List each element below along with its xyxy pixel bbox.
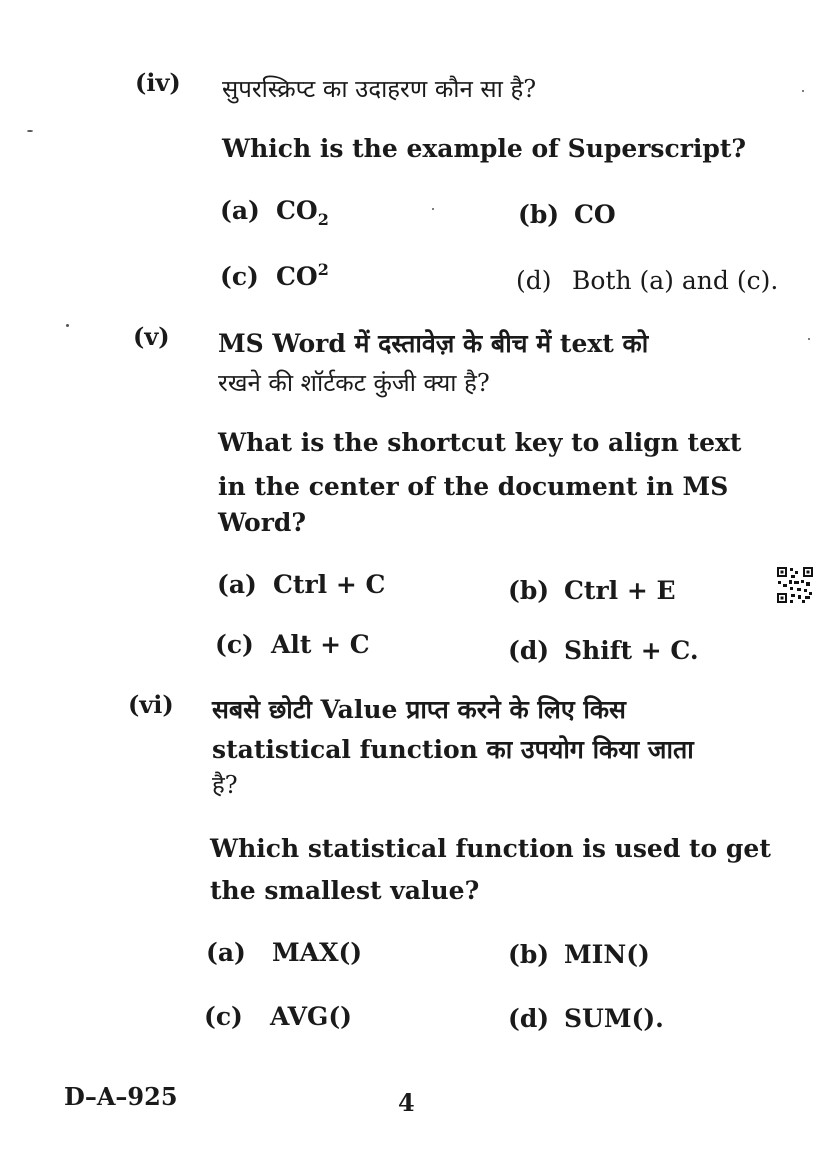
option-label: (a) <box>206 938 246 967</box>
question-vi-english-line1: Which statistical function is used to get <box>210 834 771 863</box>
question-iv-hindi: सुपरस्क्रिप्ट का उदाहरण कौन सा है? <box>222 75 537 103</box>
option-vi-c <box>204 1002 352 1031</box>
option-text: MIN() <box>564 940 650 969</box>
option-vi-b <box>508 940 650 969</box>
option-label: (b) <box>508 940 550 969</box>
question-v-english-line2: in the center of the document in MS <box>218 472 729 501</box>
option-text: Shift + C. <box>564 636 699 665</box>
option-label: (a) <box>220 196 260 225</box>
option-iv-d <box>516 266 778 295</box>
option-iv-b <box>518 200 616 229</box>
option-label: (b) <box>508 576 550 605</box>
question-v-english-line3: Word? <box>218 508 307 537</box>
option-label: (b) <box>518 200 560 229</box>
question-vi-hindi-line1: सबसे छोटी Value प्राप्त करने के लिए किस <box>212 695 626 724</box>
option-iv-c <box>220 260 329 291</box>
option-label: (a) <box>217 570 257 599</box>
question-v-hindi-line1: MS Word में दस्तावेज़ के बीच में text को <box>218 329 649 358</box>
question-v-hindi-line2: रखने की शॉर्टकट कुंजी क्या है? <box>218 369 490 397</box>
option-label: (c) <box>204 1002 243 1031</box>
subscript: 2 <box>317 210 329 229</box>
question-v-english-line1: What is the shortcut key to align text <box>218 428 742 457</box>
question-number-vi: (vi) <box>128 690 174 719</box>
option-label: (c) <box>220 262 259 291</box>
scan-speck <box>802 90 804 92</box>
option-v-d <box>508 636 699 665</box>
option-label: (c) <box>215 630 254 659</box>
page-number: 4 <box>398 1088 415 1117</box>
option-vi-d <box>508 1004 664 1033</box>
question-iv-english: Which is the example of Superscript? <box>222 134 747 163</box>
question-vi-english-line2: the smallest value? <box>210 876 480 905</box>
option-v-b <box>508 576 676 605</box>
option-label: (d) <box>516 266 552 295</box>
question-number-v: (v) <box>133 322 170 351</box>
option-text: AVG() <box>270 1002 352 1031</box>
question-number-iv: (iv) <box>135 68 181 97</box>
option-iv-a <box>220 196 329 229</box>
option-text: Both (a) and (c). <box>572 266 779 295</box>
option-v-c <box>215 630 370 659</box>
option-label: (d) <box>508 636 550 665</box>
scan-speck <box>27 130 33 132</box>
option-text: CO <box>276 262 318 291</box>
question-vi-hindi-line2: statistical function का उपयोग किया जाता <box>212 735 694 764</box>
option-vi-a <box>206 938 362 967</box>
option-text: Ctrl + C <box>273 570 386 599</box>
question-vi-hindi-line3: है? <box>212 771 238 799</box>
option-v-a <box>217 570 385 599</box>
option-text: SUM(). <box>564 1004 664 1033</box>
paper-code: D–A–925 <box>64 1082 178 1111</box>
option-text: MAX() <box>272 938 363 967</box>
scan-speck <box>66 324 69 327</box>
option-text: Ctrl + E <box>564 576 676 605</box>
option-text: CO <box>276 196 318 225</box>
option-text: CO <box>574 200 616 229</box>
scan-speck <box>808 338 810 340</box>
qr-code-icon <box>776 566 814 604</box>
scan-speck <box>432 208 434 210</box>
option-label: (d) <box>508 1004 550 1033</box>
option-text: Alt + C <box>271 630 370 659</box>
superscript: 2 <box>317 260 329 279</box>
